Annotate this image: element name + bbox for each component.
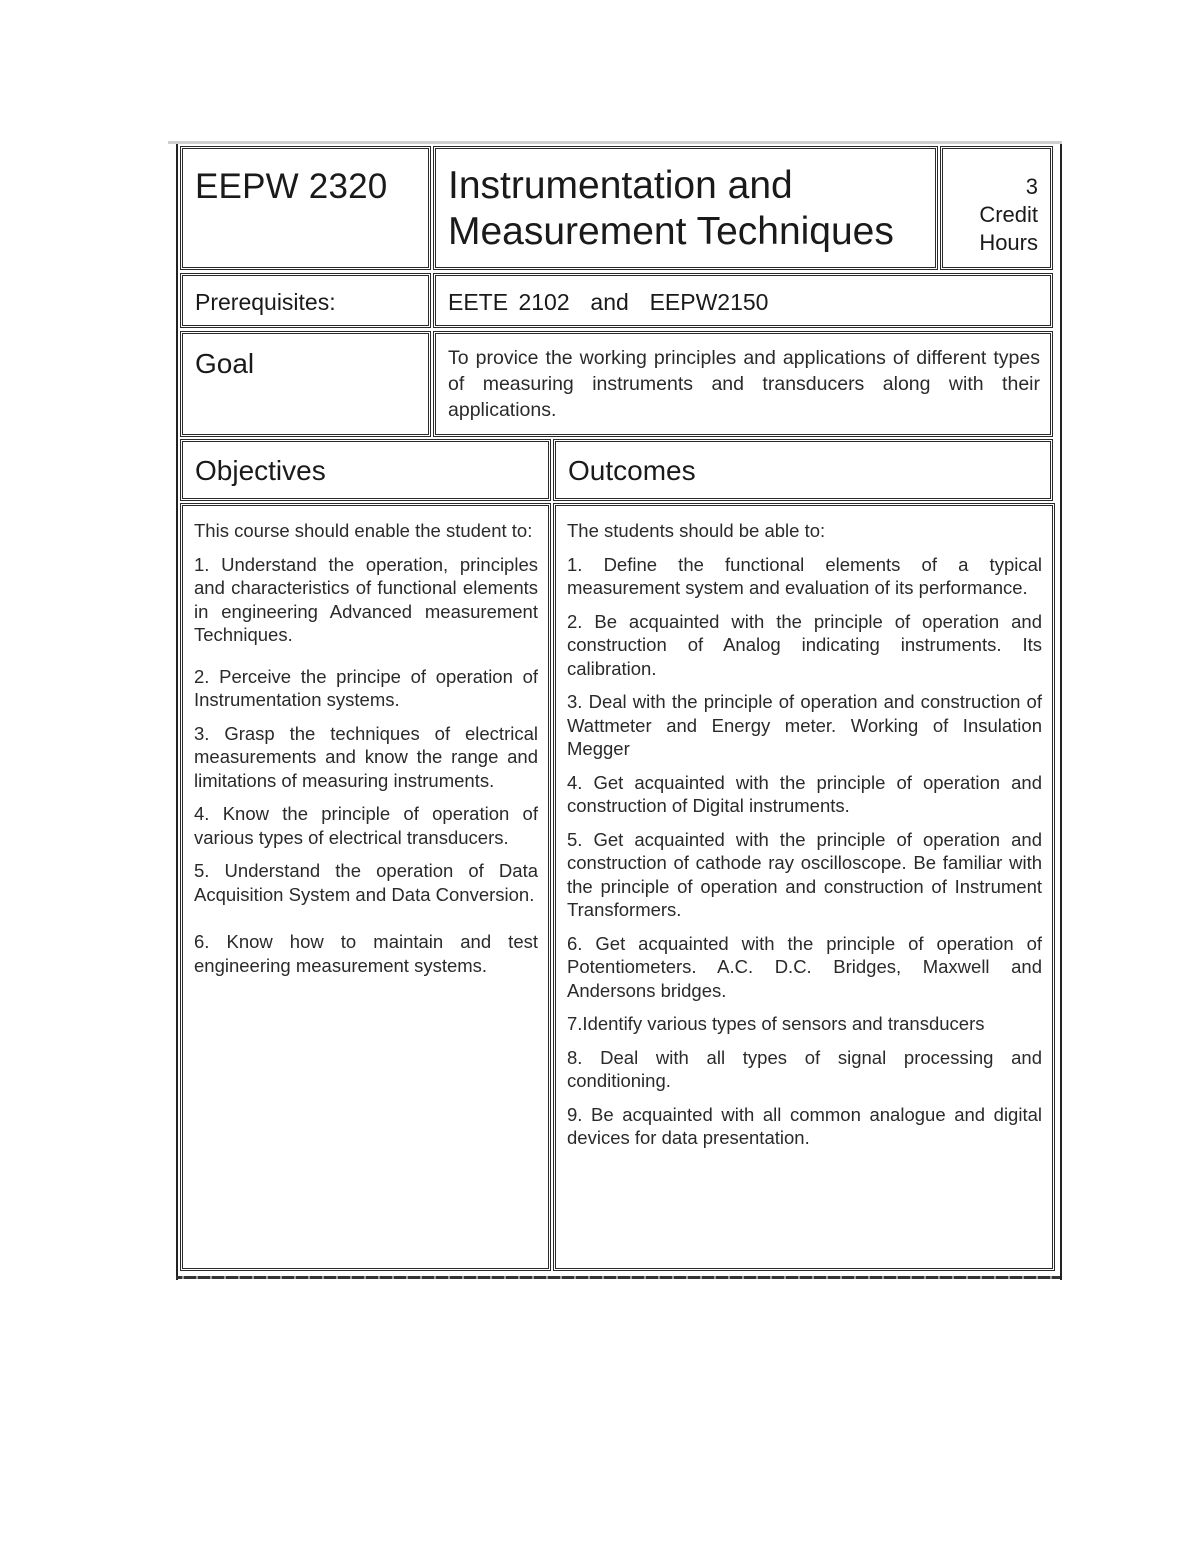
outcome-item: 9. Be acquainted with all common analogue and digital devices for data presentation. bbox=[567, 1103, 1042, 1148]
outcome-item: 3. Deal with the principle of operation and construction of Wattmeter and Energy meter. Working of Insulation Megger bbox=[567, 691, 1042, 759]
outcomes-heading-cell bbox=[553, 439, 1053, 501]
outcomes-list bbox=[567, 519, 1042, 1160]
outcome-item: 1. Define the functional elements of a typical measurement system and evaluation of its performance. bbox=[567, 553, 1042, 598]
objectives-heading-cell bbox=[180, 439, 551, 501]
outcome-item: 7.Identify various types of sensors and transducers bbox=[567, 1013, 985, 1034]
prerequisites-label: Prerequisites: bbox=[195, 289, 336, 315]
course-code-cell bbox=[180, 146, 431, 270]
objective-item: 5. Understand the operation of Data Acquisition System and Data Conversion. bbox=[194, 860, 538, 905]
goal-text-cell bbox=[433, 331, 1053, 437]
prerequisites-value: EETE 2102 and EEPW2150 bbox=[448, 289, 769, 315]
goal-label: Goal bbox=[195, 348, 255, 379]
outcomes-heading: Outcomes bbox=[568, 455, 696, 486]
objectives-list bbox=[194, 519, 538, 987]
outcome-item: 6. Get acquainted with the principle of operation of Potentiometers. A.C. D.C. Bridges, Maxwell and Andersons bridges. bbox=[567, 932, 1042, 1001]
prerequisites-value-cell bbox=[433, 273, 1053, 328]
prerequisites-label-cell bbox=[180, 273, 431, 328]
objective-item: 6. Know how to maintain and test engineering measurement systems. bbox=[194, 931, 538, 976]
outcome-item: 8. Deal with all types of signal processing and conditioning. bbox=[567, 1046, 1042, 1091]
bottom-rule bbox=[176, 1276, 1060, 1279]
outcome-item: 2. Be acquainted with the principle of operation and construction of Analog indicating instruments. Its calibration. bbox=[567, 610, 1042, 679]
goal-label-cell bbox=[180, 331, 431, 437]
course-code: EEPW 2320 bbox=[195, 167, 388, 206]
goal-text: To provice the working principles and applications of different types of measuring instruments and transducers along with their applications. bbox=[448, 347, 1040, 421]
objective-item: 1. Understand the operation, principles and characteristics of functional elements in engineering Advanced measurement Techniques. bbox=[194, 553, 538, 645]
course-title-cell bbox=[433, 146, 938, 270]
objectives-body-cell bbox=[180, 503, 551, 1271]
objective-item: 2. Perceive the principe of operation of Instrumentation systems. bbox=[194, 665, 538, 710]
outcome-item: 5. Get acquainted with the principle of operation and construction of cathode ray oscilloscope. Be familiar with the principle of operation and construction of Instrument Transformers. bbox=[567, 828, 1042, 920]
objective-item: 3. Grasp the techniques of electrical measurements and know the range and limitations of measuring instruments. bbox=[194, 722, 538, 791]
credits-number: 3 bbox=[1025, 174, 1038, 199]
outcomes-body-cell bbox=[553, 503, 1055, 1271]
objectives-intro: This course should enable the student to: bbox=[194, 520, 533, 541]
outcomes-intro: The students should be able to: bbox=[567, 520, 826, 541]
credits-label: Credit bbox=[979, 202, 1038, 227]
credits-cell bbox=[940, 146, 1053, 270]
outcome-item: 4. Get acquainted with the principle of operation and construction of Digital instruments. bbox=[567, 771, 1042, 816]
objectives-heading: Objectives bbox=[195, 455, 326, 486]
credits-hours-label: Hours bbox=[979, 230, 1038, 255]
objective-item: 4. Know the principle of operation of various types of electrical transducers. bbox=[194, 803, 538, 848]
course-title: Instrumentation and Measurement Techniques bbox=[448, 164, 894, 253]
